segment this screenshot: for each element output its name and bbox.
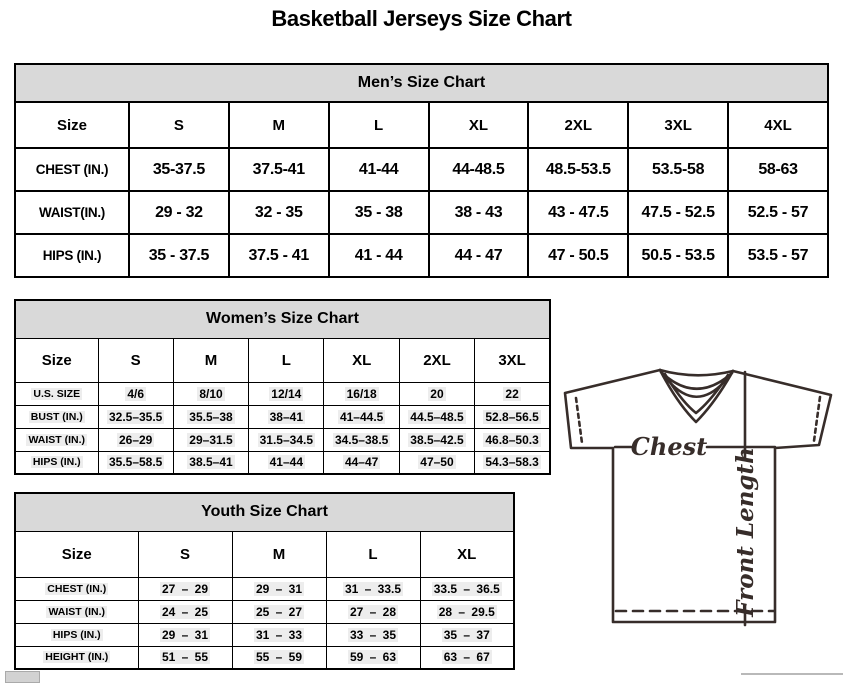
- size-value: 44-48.5: [429, 148, 529, 191]
- size-value: 46.8–50.3: [475, 428, 550, 451]
- column-header: L: [326, 531, 420, 577]
- header-row: [15, 102, 828, 148]
- column-header: 3XL: [475, 338, 550, 382]
- column-header: XL: [420, 531, 514, 577]
- size-value: 37.5-41: [229, 148, 329, 191]
- size-value: 16/18: [324, 382, 399, 405]
- size-value: 28 – 29.5: [420, 600, 514, 623]
- table-row: [15, 405, 550, 428]
- size-value: 8/10: [173, 382, 248, 405]
- size-value: 29 - 32: [129, 191, 229, 234]
- size-value: 38–41: [249, 405, 324, 428]
- size-value: 27 – 29: [138, 577, 232, 600]
- table-row: [15, 234, 828, 277]
- column-header: M: [229, 102, 329, 148]
- column-header: S: [129, 102, 229, 148]
- horizontal-scrollbar-thumb[interactable]: [5, 671, 40, 683]
- left-sleeve-dash: [576, 398, 582, 443]
- row-label: BUST (IN.): [15, 405, 98, 428]
- table-row: [15, 577, 514, 600]
- table-row: [15, 451, 550, 474]
- size-value: 55 – 59: [232, 646, 326, 669]
- size-value: 4/6: [98, 382, 173, 405]
- youth-size-table: [14, 492, 515, 670]
- mens-size-table: [14, 63, 829, 278]
- size-value: 50.5 - 53.5: [628, 234, 728, 277]
- size-value: 53.5 - 57: [728, 234, 828, 277]
- size-value: 29 – 31: [138, 623, 232, 646]
- size-value: 35 – 37: [420, 623, 514, 646]
- size-value: 51 – 55: [138, 646, 232, 669]
- table-row: [15, 428, 550, 451]
- table-row: [15, 623, 514, 646]
- size-value: 44 - 47: [429, 234, 529, 277]
- column-header: 2XL: [528, 102, 628, 148]
- column-header: M: [232, 531, 326, 577]
- size-value: 27 – 28: [326, 600, 420, 623]
- row-label: WAIST (IN.): [15, 600, 138, 623]
- size-value: 41-44: [329, 148, 429, 191]
- row-label: HEIGHT (IN.): [15, 646, 138, 669]
- table-row: [15, 191, 828, 234]
- size-value: 31.5–34.5: [249, 428, 324, 451]
- size-value: 32 - 35: [229, 191, 329, 234]
- size-value: 26–29: [98, 428, 173, 451]
- row-label: CHEST (IN.): [15, 148, 129, 191]
- size-value: 41–44: [249, 451, 324, 474]
- size-value: 63 – 67: [420, 646, 514, 669]
- size-value: 52.5 - 57: [728, 191, 828, 234]
- size-value: 25 – 27: [232, 600, 326, 623]
- size-value: 41 - 44: [329, 234, 429, 277]
- size-value: 33.5 – 36.5: [420, 577, 514, 600]
- chest-label: Chest: [630, 432, 708, 461]
- size-value: 59 – 63: [326, 646, 420, 669]
- column-header: M: [173, 338, 248, 382]
- table-title: Men’s Size Chart: [15, 64, 828, 102]
- row-label: HIPS (IN.): [15, 234, 129, 277]
- size-value: 38.5–41: [173, 451, 248, 474]
- size-value: 31 – 33.5: [326, 577, 420, 600]
- page-title: Basketball Jerseys Size Chart: [271, 6, 572, 31]
- column-header: Size: [15, 102, 129, 148]
- size-value: 29–31.5: [173, 428, 248, 451]
- size-value: 47–50: [399, 451, 474, 474]
- size-value: 58-63: [728, 148, 828, 191]
- size-value: 44.5–48.5: [399, 405, 474, 428]
- table-row: [15, 646, 514, 669]
- size-value: 12/14: [249, 382, 324, 405]
- size-value: 32.5–35.5: [98, 405, 173, 428]
- row-label: WAIST(IN.): [15, 191, 129, 234]
- column-header: XL: [324, 338, 399, 382]
- size-value: 35.5–38: [173, 405, 248, 428]
- table-row: [15, 148, 828, 191]
- header-row: [15, 531, 514, 577]
- column-header: XL: [429, 102, 529, 148]
- front-length-label: Front Length: [732, 447, 759, 617]
- table-row: [15, 600, 514, 623]
- size-value: 35 - 38: [329, 191, 429, 234]
- size-value: 38.5–42.5: [399, 428, 474, 451]
- size-value: 35 - 37.5: [129, 234, 229, 277]
- size-value: 38 - 43: [429, 191, 529, 234]
- column-header: 4XL: [728, 102, 828, 148]
- table-title: Women’s Size Chart: [15, 300, 550, 338]
- womens-size-table: [14, 299, 551, 475]
- size-value: 37.5 - 41: [229, 234, 329, 277]
- column-header: 3XL: [628, 102, 728, 148]
- size-value: 24 – 25: [138, 600, 232, 623]
- horizontal-scrollbar-track[interactable]: [741, 673, 843, 675]
- size-value: 41–44.5: [324, 405, 399, 428]
- row-label: WAIST (IN.): [15, 428, 98, 451]
- size-value: 34.5–38.5: [324, 428, 399, 451]
- size-value: 53.5-58: [628, 148, 728, 191]
- row-label: HIPS (IN.): [15, 623, 138, 646]
- size-value: 48.5-53.5: [528, 148, 628, 191]
- size-value: 47.5 - 52.5: [628, 191, 728, 234]
- header-row: [15, 338, 550, 382]
- size-value: 54.3–58.3: [475, 451, 550, 474]
- column-header: S: [138, 531, 232, 577]
- column-header: 2XL: [399, 338, 474, 382]
- table-row: [15, 382, 550, 405]
- column-header: S: [98, 338, 173, 382]
- table-title: Youth Size Chart: [15, 493, 514, 531]
- right-sleeve-dash: [814, 397, 820, 441]
- row-label: U.S. SIZE: [15, 382, 98, 405]
- column-header: L: [249, 338, 324, 382]
- size-value: 33 – 35: [326, 623, 420, 646]
- size-value: 44–47: [324, 451, 399, 474]
- row-label: CHEST (IN.): [15, 577, 138, 600]
- column-header: Size: [15, 338, 98, 382]
- column-header: Size: [15, 531, 138, 577]
- row-label: HIPS (IN.): [15, 451, 98, 474]
- size-value: 29 – 31: [232, 577, 326, 600]
- size-value: 43 - 47.5: [528, 191, 628, 234]
- size-value: 35-37.5: [129, 148, 229, 191]
- column-header: L: [329, 102, 429, 148]
- collar-top-curve: [660, 370, 733, 375]
- size-value: 22: [475, 382, 550, 405]
- jersey-measurement-diagram: [563, 365, 833, 660]
- size-value: 31 – 33: [232, 623, 326, 646]
- size-value: 52.8–56.5: [475, 405, 550, 428]
- size-value: 35.5–58.5: [98, 451, 173, 474]
- size-value: 20: [399, 382, 474, 405]
- jersey-outline: [565, 370, 831, 622]
- size-value: 47 - 50.5: [528, 234, 628, 277]
